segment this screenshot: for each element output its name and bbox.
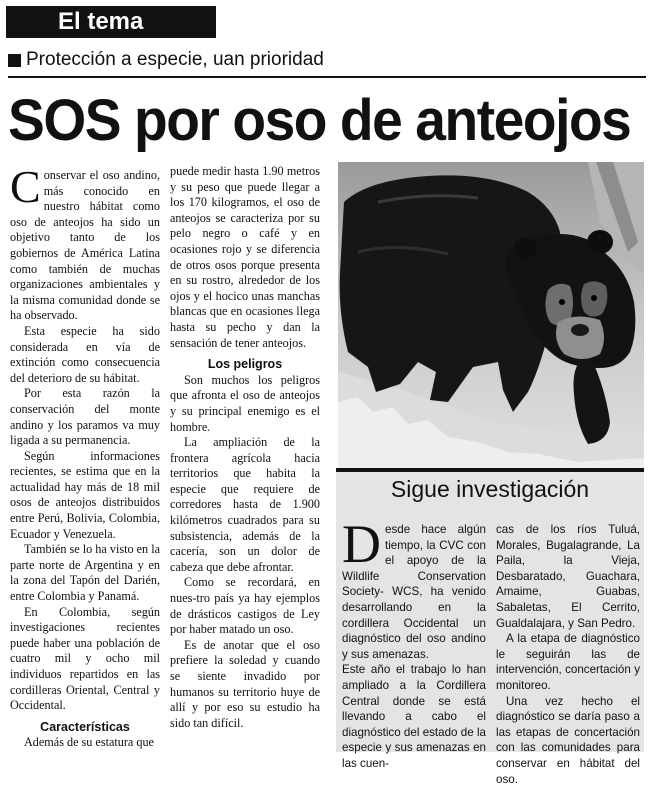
article-paragraph: Por esta razón la conservación del monte andino y los paramos va muy ligada a su permanencia. — [10, 386, 160, 448]
headline: SOS por oso de anteojos — [8, 88, 631, 153]
sidebar-title: Sigue investigación — [390, 476, 590, 502]
article-paragraph: También se lo ha visto en la parte norte de Argentina y en la zona del Tapón del Darién, entre Colombia y Panamá. — [10, 542, 160, 604]
section-tab — [6, 6, 216, 38]
article-paragraph: Esta especie ha sido considerada en vía de extinción como consecuencia del deterioro de su hábitat. — [10, 323, 160, 385]
article-paragraph: Es de anotar que el oso prefiere la soledad y cuando se siente invadido por humanos su territorio huye de allí y por eso su estudio ha sido tan difícil. — [170, 637, 320, 730]
section-label: El tema — [58, 8, 144, 35]
sidebar-paragraph: A la etapa de diagnóstico le seguirán las de intervención, concertación y monitoreo. — [496, 632, 640, 692]
spectacled-bear-photo — [338, 162, 644, 468]
sidebar-paragraph: Desde hace algún tiempo, la CVC con el apoyo de la Wildlife Conservation Society- WCS, ha venido desarrollando en la cordillera Occidental un diagnóstico del oso andino y sus amenazas. — [342, 514, 486, 661]
article-column-2 — [170, 164, 320, 731]
drop-cap: C — [10, 161, 41, 212]
sidebar-paragraph: cas de los ríos Tuluá, Morales, Bugalagrande, La Paila, la Vieja, Desbaratado, Guachara, Amaime, Guabas, Sabaletas, El Cerrito, Gualdalajara, y San Pedro. — [496, 523, 640, 630]
subhead-peligros: Los peligros — [207, 357, 283, 372]
header-rule — [8, 76, 646, 78]
sidebar-box — [336, 472, 644, 786]
article-paragraph: puede medir hasta 1.90 metros y su peso que puede llegar a los 170 kilogramos, el oso de anteojos se caracteriza por su pelo negro o café y en ocasiones rojo y se diferencia de otros osos porque presenta en su rostro, alrededor de los ojos y el hocico unas manchas blancas que en ocasiones llega hasta su pecho y dan la sensación de tener anteojos. — [170, 164, 320, 350]
sidebar-column-2 — [496, 522, 640, 787]
article-paragraph: Además de su estatura que — [24, 735, 154, 750]
sidebar-column-1 — [342, 514, 486, 772]
kicker — [8, 49, 324, 71]
sidebar-paragraph: Una vez hecho el diagnóstico se daría paso a las etapas de concertación con las comunidades para conservar en hábitat del oso. — [496, 694, 640, 786]
article-paragraph: En Colombia, según investigaciones recientes puede haber una población de cuatro mil y ocho mil individuos repartidos en las cordilleras Oriental, Central y Occidental. — [10, 604, 160, 713]
kicker-text: Protección a especie, uan prioridad — [26, 49, 324, 70]
subhead-caracteristicas: Características — [40, 719, 130, 734]
article-paragraph: Conservar el oso andino, más conocido en nuestro hábitat como oso de anteojos ha sido un objetivo tanto de los gobiernos de América Latina como también de muchas organizaciones ambientales y la misma comunidad donde se ha observado. — [10, 161, 160, 323]
drop-cap: D — [342, 514, 381, 574]
article-paragraph: Son muchos los peligros que afronta el oso de anteojos y su principal enemigo es el hombre. — [170, 372, 320, 434]
article-column-1 — [10, 161, 160, 751]
square-bullet-icon — [8, 54, 21, 67]
article-paragraph: La ampliación de la frontera agrícola hacia territorios que habita la especie que requiere de corredores hasta de 1.900 kilómetros cuadrados para su subsistencia, además de la cacería, son un dolor de cabeza que debe afrontar. — [170, 435, 320, 574]
article-paragraph: Como se recordará, en nues-tro país ya hay ejemplos de drásticos castigos de Ley por haber matado un oso. — [170, 575, 320, 637]
bear-photo-icon — [338, 162, 644, 468]
sidebar-paragraph: Este año el trabajo lo han ampliado a la Cordillera Central donde se está llevando a cabo el diagnóstico del estado de la especie y sus amenazas en las cuen- — [342, 663, 486, 770]
article-paragraph: Según informaciones recientes, se estima que en la actualidad hay más de 18 mil osos de anteojos distribuidos entre Perú, Bolivia, Colombia, Ecuador y Venezuela. — [10, 448, 160, 541]
